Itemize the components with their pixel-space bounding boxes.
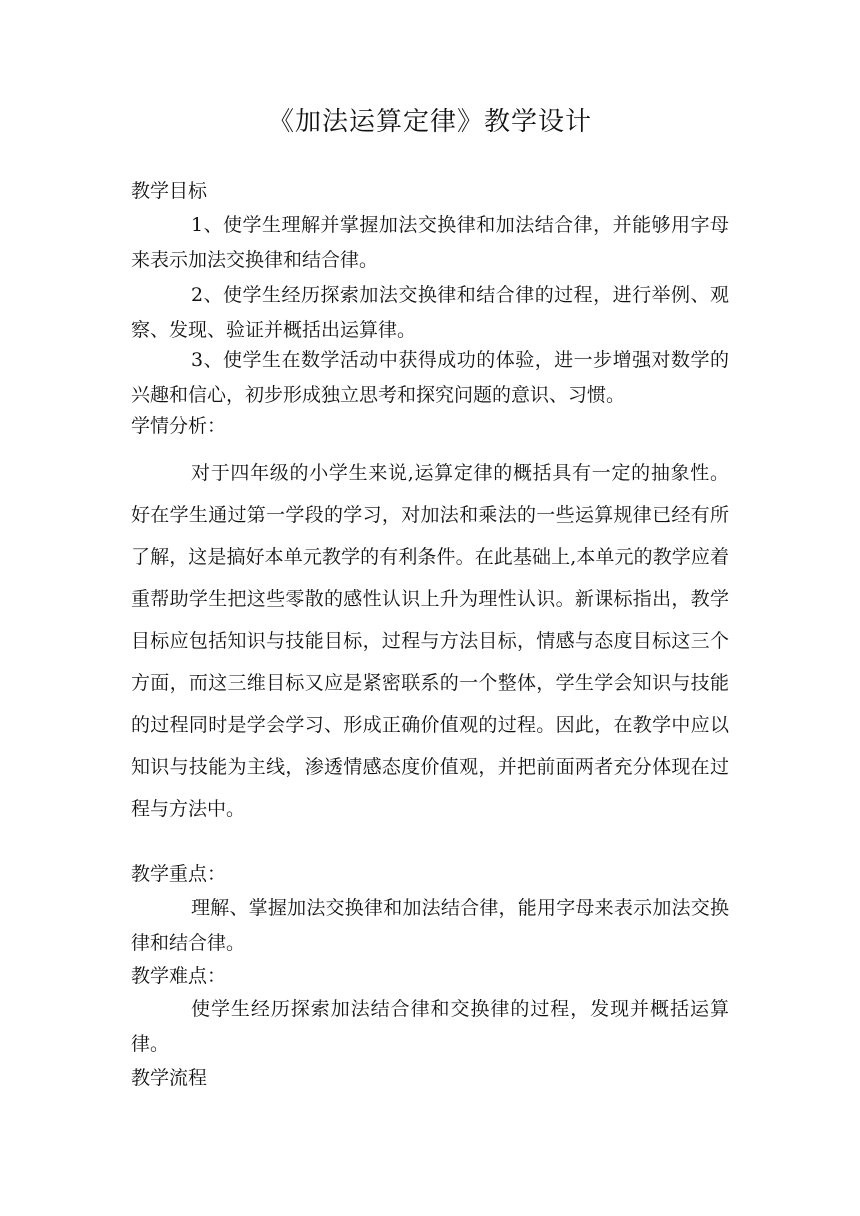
key-points-paragraph: 理解、掌握加法交换律和加法结合律，能用字母来表示加法交换律和结合律。	[131, 897, 729, 954]
process-heading: 教学流程	[131, 1067, 208, 1089]
difficulties-heading: 教学难点：	[131, 965, 227, 987]
analysis-paragraph: 对于四年级的小学生来说,运算定律的概括具有一定的抽象性。好在学生通过第一学段的学习，对加法和乘法的一些运算规律已经有所了解，这是搞好本单元教学的有利条件。在此基础上,本单元的教学应着重帮助学生把这些零散的感性认识上升为理性认识。新课标指出，教学目标应包括知识与技能目标，过程与方法目标，情感与态度目标这三个方面，而这三维目标又应是紧密联系的一个整体，学生学会知识与技能的过程同时是学会学习、形成正确价值观的过程。因此，在教学中应以知识与技能为主线，渗透情感态度价值观，并把前面两者充分体现在过程与方法中。	[131, 462, 729, 820]
difficulties-paragraph: 使学生经历探索加法结合律和交换律的过程，发现并概括运算律。	[131, 998, 729, 1055]
objective-item: 2、使学生经历探索加法交换律和结合律的过程，进行举例、观察、发现、验证并概括出运算律。	[131, 284, 729, 341]
objective-item: 1、使学生理解并掌握加法交换律和加法结合律，并能够用字母来表示加法交换律和结合律。	[131, 214, 729, 271]
objectives-heading: 教学目标	[131, 180, 208, 202]
key-points-heading: 教学重点：	[131, 863, 227, 885]
document-title: 《加法运算定律》教学设计	[267, 107, 592, 137]
analysis-heading: 学情分析：	[131, 415, 227, 437]
objective-item: 3、使学生在数学活动中获得成功的体验，进一步增强对数学的兴趣和信心，初步形成独立思考和探究问题的意识、习惯。	[131, 349, 729, 406]
